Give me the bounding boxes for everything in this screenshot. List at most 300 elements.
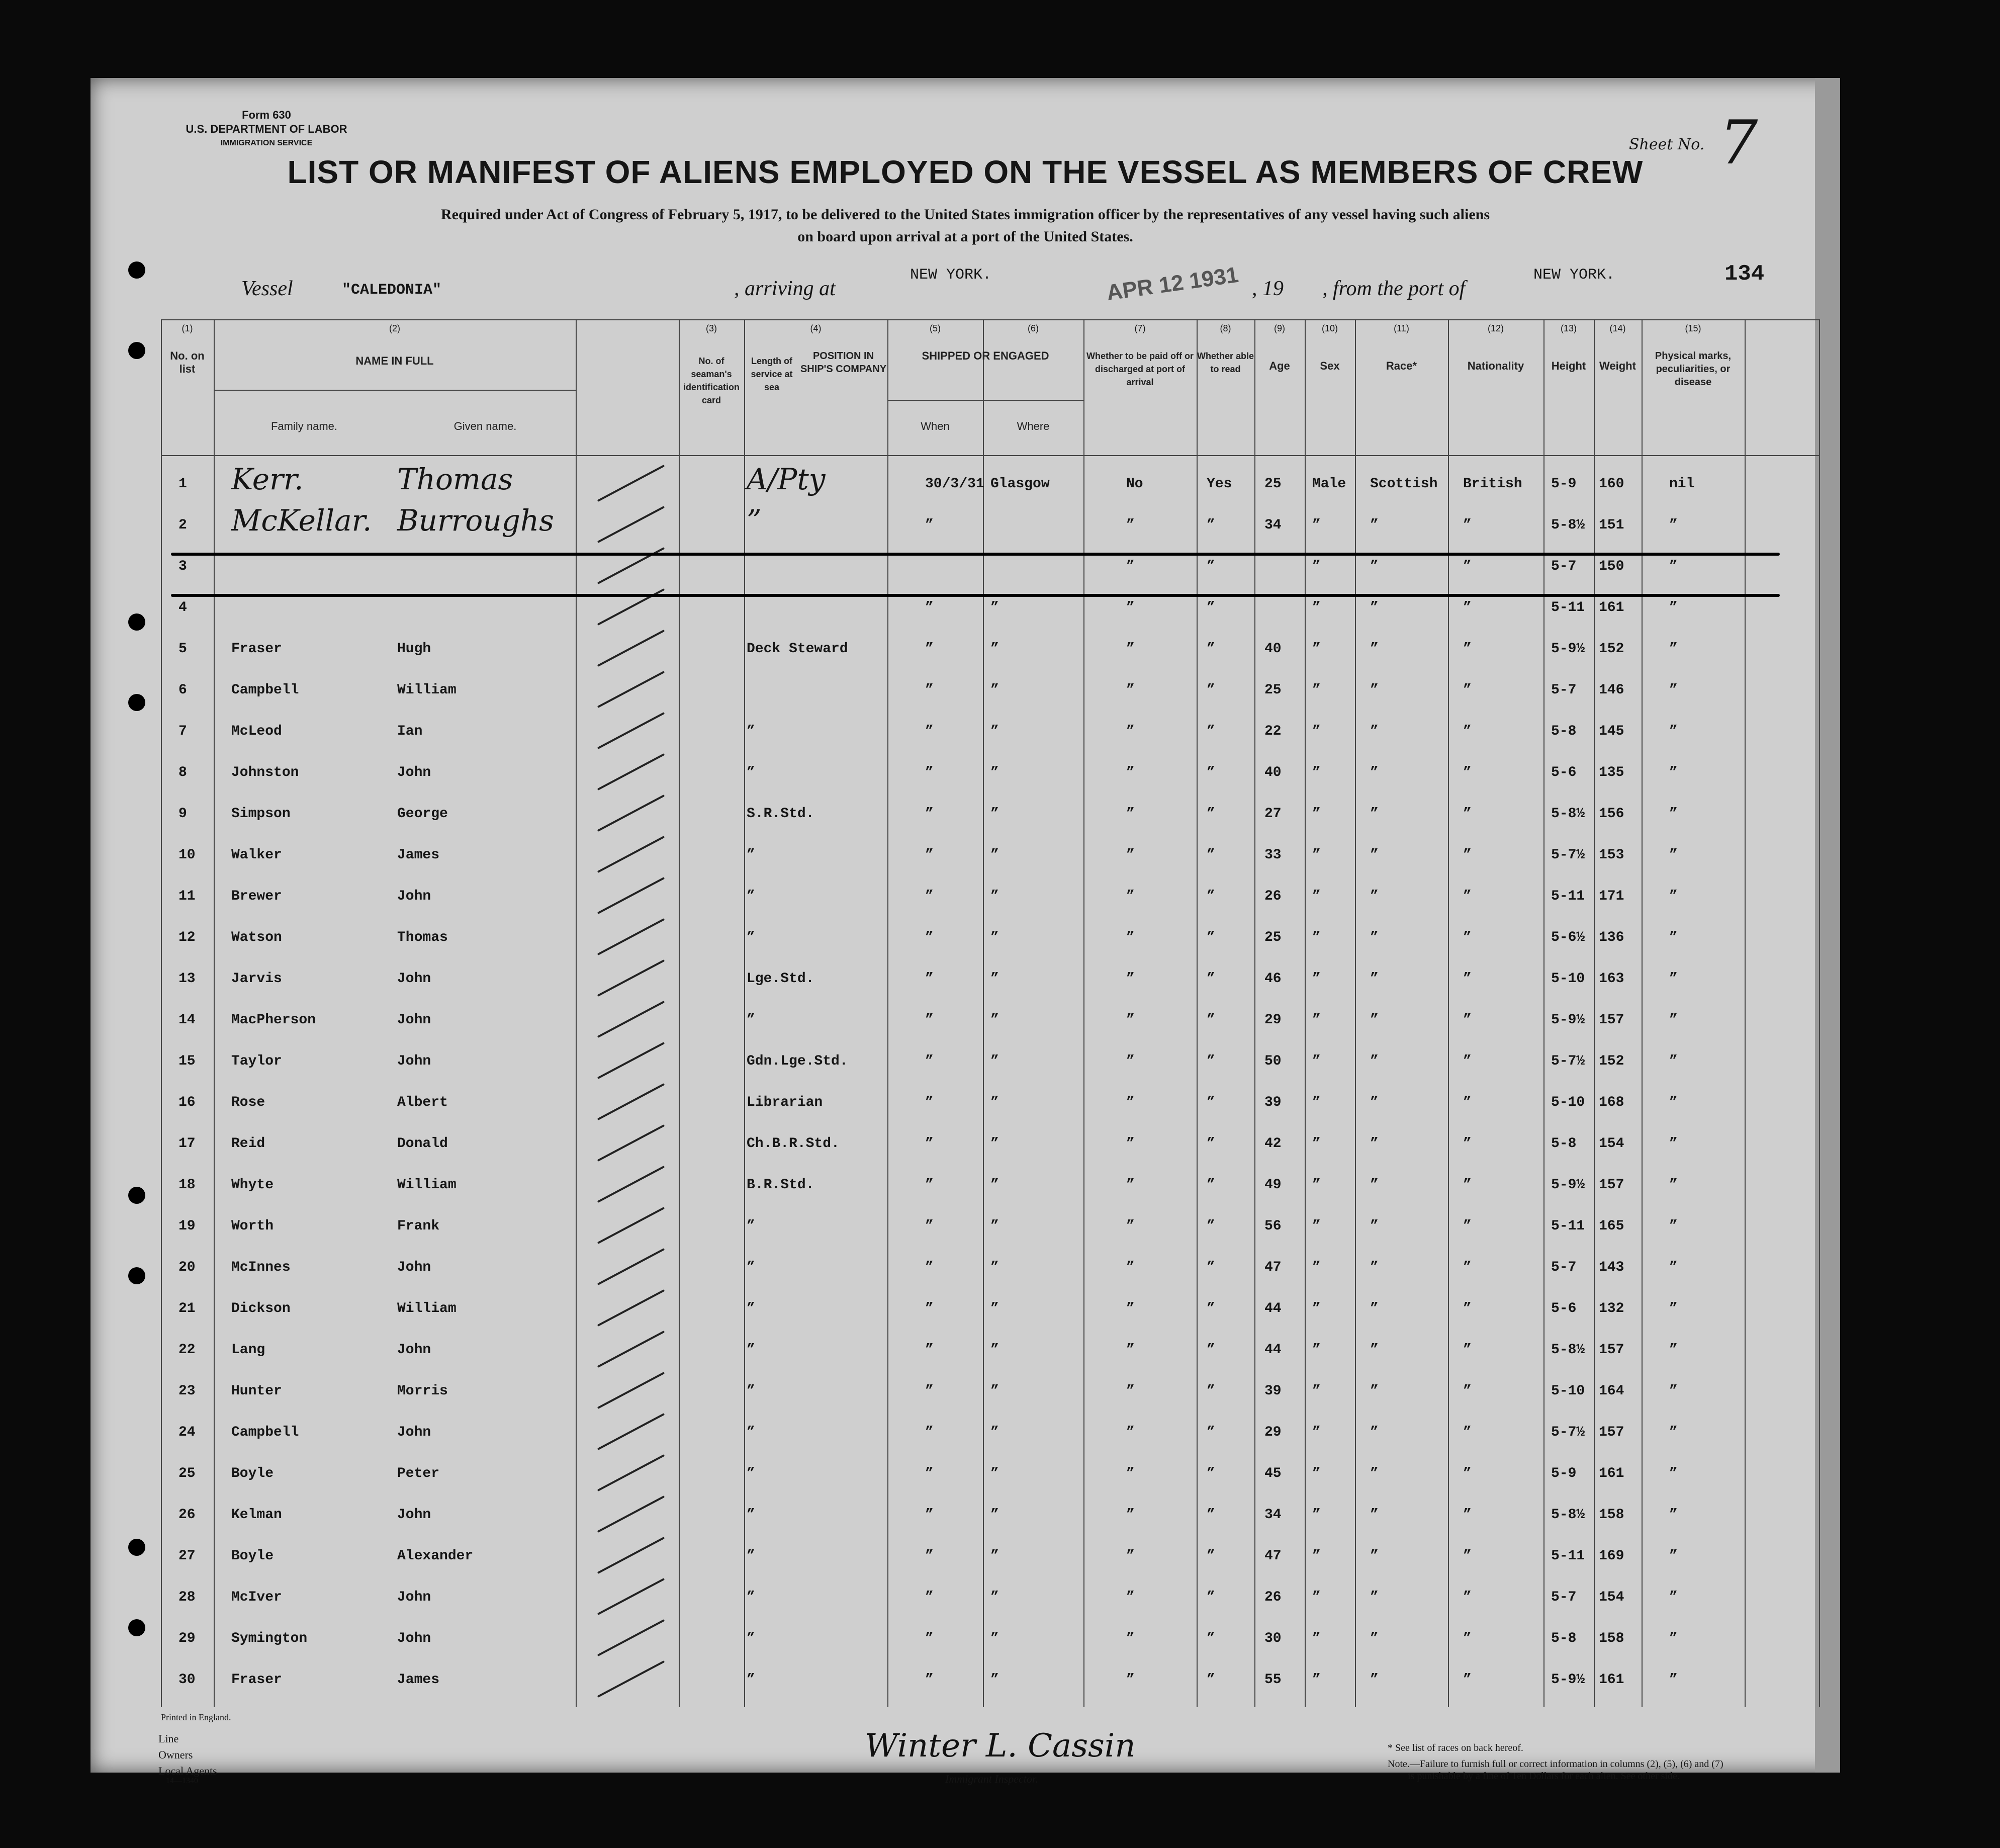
table-row — [161, 1578, 1820, 1616]
nationality: ” — [1463, 682, 1472, 698]
family-name: Johnston — [231, 765, 299, 780]
given-name: John — [397, 1260, 431, 1275]
row-number: 4 — [178, 600, 187, 615]
family-name: Campbell — [231, 682, 299, 698]
family-name: Dickson — [231, 1301, 291, 1316]
row-number: 14 — [178, 1012, 196, 1028]
card-check-mark — [597, 959, 665, 997]
nationality: British — [1463, 476, 1522, 492]
shipped-when: ” — [925, 1218, 934, 1234]
row-number: 16 — [178, 1095, 196, 1110]
position: ” — [747, 1012, 755, 1028]
race: ” — [1370, 847, 1379, 863]
shipped-where: ” — [990, 1425, 999, 1440]
col-num-14: (14) — [1609, 323, 1626, 333]
paid-off: ” — [1126, 1260, 1135, 1275]
shipped-where: ” — [990, 600, 999, 615]
row-number: 22 — [178, 1342, 196, 1358]
sex: ” — [1312, 971, 1321, 987]
physical-marks: ” — [1669, 1507, 1678, 1523]
weight: 154 — [1599, 1136, 1624, 1152]
position: Gdn.Lge.Std. — [747, 1053, 848, 1069]
shipped-where: ” — [990, 1177, 999, 1193]
col-num-8: (8) — [1220, 323, 1231, 333]
height: 5-8 — [1551, 724, 1577, 739]
able-to-read: ” — [1207, 930, 1215, 945]
nationality: ” — [1463, 1425, 1472, 1440]
shipped-where: ” — [990, 1012, 999, 1028]
shipped-when: ” — [925, 1425, 934, 1440]
strike-through-line — [171, 553, 1780, 556]
nationality: ” — [1463, 847, 1472, 863]
height: 5-9½ — [1551, 1177, 1585, 1193]
paid-off: ” — [1126, 1012, 1135, 1028]
height: 5-11 — [1551, 1548, 1585, 1564]
card-check-mark — [597, 1619, 665, 1656]
physical-marks: ” — [1669, 1136, 1678, 1152]
weight: 153 — [1599, 847, 1624, 863]
table-row — [161, 1537, 1820, 1574]
shipped-when: ” — [925, 1136, 934, 1152]
col-num-9: (9) — [1274, 323, 1285, 333]
position: ” — [747, 1590, 755, 1605]
race: ” — [1370, 1177, 1379, 1193]
weight: 161 — [1599, 1672, 1624, 1688]
card-check-mark — [597, 1124, 665, 1162]
position: ” — [747, 847, 755, 863]
able-to-read: ” — [1207, 847, 1215, 863]
card-check-mark — [597, 918, 665, 955]
table-row — [161, 589, 1820, 626]
family-name: Campbell — [231, 1425, 299, 1440]
position: ” — [747, 1672, 755, 1688]
binder-hole — [128, 613, 145, 631]
card-check-mark — [597, 1454, 665, 1491]
family-name: Kerr. — [231, 462, 304, 496]
vessel-line — [241, 261, 1800, 312]
height: 5-8½ — [1551, 806, 1585, 822]
height: 5-9 — [1551, 1466, 1577, 1481]
sex: ” — [1312, 1507, 1321, 1523]
family-name: Boyle — [231, 1466, 274, 1481]
able-to-read: ” — [1207, 1012, 1215, 1028]
family-name: Kelman — [231, 1507, 282, 1523]
table-row — [161, 754, 1820, 791]
physical-marks: ” — [1669, 971, 1678, 987]
table-row — [161, 1455, 1820, 1492]
position: ” — [747, 1631, 755, 1646]
position: ” — [747, 1548, 755, 1564]
age: 44 — [1264, 1301, 1282, 1316]
race: ” — [1370, 1342, 1379, 1358]
age: 34 — [1264, 1507, 1282, 1523]
age: 55 — [1264, 1672, 1282, 1688]
age: 47 — [1264, 1260, 1282, 1275]
able-to-read: ” — [1207, 971, 1215, 987]
binder-hole — [128, 694, 145, 711]
able-to-read: ” — [1207, 1177, 1215, 1193]
table-row — [161, 1125, 1820, 1162]
family-name: Symington — [231, 1631, 308, 1646]
given-name: William — [397, 682, 457, 698]
age: 56 — [1264, 1218, 1282, 1234]
binder-hole — [128, 1187, 145, 1204]
paid-off: ” — [1126, 971, 1135, 987]
page-title: LIST OR MANIFEST OF ALIENS EMPLOYED ON THE VESSEL AS MEMBERS OF CREW — [287, 154, 1644, 190]
shipped-when: ” — [925, 517, 934, 533]
shipped-where: ” — [990, 806, 999, 822]
card-check-mark — [597, 1001, 665, 1038]
height: 5-9½ — [1551, 641, 1585, 657]
position: ” — [747, 1260, 755, 1275]
row-number: 13 — [178, 971, 196, 987]
position: ” — [747, 765, 755, 780]
table-row — [161, 1414, 1820, 1451]
nationality: ” — [1463, 930, 1472, 945]
nationality: ” — [1463, 1672, 1472, 1688]
paid-off: ” — [1126, 1095, 1135, 1110]
col-header-card: No. of seaman's identification card — [683, 356, 740, 405]
shipped-where: ” — [990, 682, 999, 698]
height: 5-7 — [1551, 1260, 1577, 1275]
race: ” — [1370, 1548, 1379, 1564]
binder-hole — [128, 1539, 145, 1556]
weight: 169 — [1599, 1548, 1624, 1564]
position: ” — [747, 1218, 755, 1234]
height: 5-6 — [1551, 1301, 1577, 1316]
physical-marks: ” — [1669, 1383, 1678, 1399]
position: A/Pty — [747, 462, 826, 496]
shipped-where: ” — [990, 1095, 999, 1110]
age: 29 — [1264, 1012, 1282, 1028]
row-number: 21 — [178, 1301, 196, 1316]
physical-marks: ” — [1669, 1218, 1678, 1234]
family-name: Whyte — [231, 1177, 274, 1193]
paid-off: No — [1126, 476, 1143, 492]
height: 5-7½ — [1551, 1053, 1585, 1069]
able-to-read: ” — [1207, 1053, 1215, 1069]
department-name: U.S. DEPARTMENT OF LABOR — [186, 123, 347, 135]
given-name: Thomas — [397, 462, 513, 496]
shipped-when: ” — [925, 971, 934, 987]
col-header-when: When — [921, 420, 950, 432]
weight: 150 — [1599, 559, 1624, 574]
able-to-read: ” — [1207, 1342, 1215, 1358]
paid-off: ” — [1126, 1672, 1135, 1688]
race: ” — [1370, 806, 1379, 822]
given-name: John — [397, 1342, 431, 1358]
sex: ” — [1312, 517, 1321, 533]
physical-marks: ” — [1669, 1260, 1678, 1275]
col-header-family: Family name. — [270, 420, 338, 432]
weight: 163 — [1599, 971, 1624, 987]
height: 5-9½ — [1551, 1672, 1585, 1688]
given-name: William — [397, 1301, 457, 1316]
shipped-when: ” — [925, 724, 934, 739]
height: 5-8½ — [1551, 1507, 1585, 1523]
race-note: * See list of races on back hereof. — [1388, 1742, 1523, 1753]
shipped-where: ” — [990, 765, 999, 780]
table-row — [161, 960, 1820, 997]
given-name: John — [397, 1425, 431, 1440]
arriving-port: NEW YORK. — [910, 267, 992, 284]
shipped-where: ” — [990, 1260, 999, 1275]
position: Librarian — [747, 1095, 823, 1110]
card-check-mark — [597, 465, 665, 502]
race: ” — [1370, 889, 1379, 904]
subtitle-line-2: on board upon arrival at a port of the United States. — [797, 228, 1133, 245]
weight: 165 — [1599, 1218, 1624, 1234]
service-name: IMMIGRATION SERVICE — [220, 139, 313, 147]
shipped-when: ” — [925, 1672, 934, 1688]
col-num-13: (13) — [1560, 323, 1577, 333]
able-to-read: ” — [1207, 1590, 1215, 1605]
able-to-read: ” — [1207, 1507, 1215, 1523]
row-number: 30 — [178, 1672, 196, 1688]
race: ” — [1370, 1425, 1379, 1440]
height: 5-8½ — [1551, 517, 1585, 533]
row-number: 2 — [178, 517, 187, 533]
sex: ” — [1312, 559, 1321, 574]
shipped-where: ” — [990, 930, 999, 945]
nationality: ” — [1463, 1012, 1472, 1028]
age: 29 — [1264, 1425, 1282, 1440]
shipped-where: ” — [990, 971, 999, 987]
row-number: 3 — [178, 559, 187, 574]
sex: ” — [1312, 1466, 1321, 1481]
family-name: Boyle — [231, 1548, 274, 1564]
row-number: 10 — [178, 847, 196, 863]
position: Lge.Std. — [747, 971, 814, 987]
paid-off: ” — [1126, 600, 1135, 615]
table-row — [161, 1249, 1820, 1286]
col-header-height: Height — [1551, 360, 1586, 372]
race: ” — [1370, 600, 1379, 615]
race: ” — [1370, 1136, 1379, 1152]
col-num-7: (7) — [1134, 323, 1146, 333]
physical-marks: ” — [1669, 1590, 1678, 1605]
family-name: McIver — [231, 1590, 282, 1605]
sex: ” — [1312, 641, 1321, 657]
penalty-note-1: Note.—Failure to furnish full or correct information in columns (2), (5), (6) and (7) — [1388, 1758, 1723, 1770]
shipped-where: ” — [990, 1218, 999, 1234]
col-num-15: (15) — [1685, 323, 1701, 333]
shipped-when: ” — [925, 1012, 934, 1028]
sheet-number-label: Sheet No. — [1629, 136, 1705, 153]
given-name: Thomas — [397, 930, 448, 945]
nationality: ” — [1463, 765, 1472, 780]
physical-marks: ” — [1669, 1053, 1678, 1069]
nationality: ” — [1463, 1631, 1472, 1646]
weight: 157 — [1599, 1012, 1624, 1028]
paid-off: ” — [1126, 1053, 1135, 1069]
sex: ” — [1312, 1260, 1321, 1275]
sex: ” — [1312, 1301, 1321, 1316]
physical-marks: ” — [1669, 559, 1678, 574]
physical-marks: ” — [1669, 1012, 1678, 1028]
table-row — [161, 1331, 1820, 1368]
col-header-weight: Weight — [1599, 360, 1636, 372]
arrival-date-stamp: APR 12 1931 — [1105, 262, 1240, 306]
given-name: Alexander — [397, 1548, 474, 1564]
physical-marks: ” — [1669, 1425, 1678, 1440]
shipped-when: ” — [925, 1631, 934, 1646]
sex: ” — [1312, 930, 1321, 945]
table-row — [161, 548, 1820, 585]
shipped-when: ” — [925, 1342, 934, 1358]
height: 5-11 — [1551, 600, 1585, 615]
paid-off: ” — [1126, 889, 1135, 904]
age: 22 — [1264, 724, 1282, 739]
paid-off: ” — [1126, 1342, 1135, 1358]
row-number: 19 — [178, 1218, 196, 1234]
paid-off: ” — [1126, 806, 1135, 822]
strike-through-line — [171, 594, 1780, 597]
sex: ” — [1312, 1590, 1321, 1605]
weight: 146 — [1599, 682, 1624, 698]
age: 45 — [1264, 1466, 1282, 1481]
physical-marks: ” — [1669, 847, 1678, 863]
shipped-where: ” — [990, 641, 999, 657]
sex: ” — [1312, 765, 1321, 780]
weight: 157 — [1599, 1177, 1624, 1193]
height: 5-10 — [1551, 971, 1585, 987]
family-name: Walker — [231, 847, 282, 863]
paid-off: ” — [1126, 559, 1135, 574]
position: S.R.Std. — [747, 806, 814, 822]
sex: ” — [1312, 1342, 1321, 1358]
height: 5-10 — [1551, 1383, 1585, 1399]
sex: ” — [1312, 806, 1321, 822]
inspector-signature: Winter L. Cassin — [865, 1727, 1136, 1765]
card-check-mark — [597, 795, 665, 832]
col-header-sex: Sex — [1320, 360, 1340, 372]
position: ” — [747, 930, 755, 945]
paid-off: ” — [1126, 1177, 1135, 1193]
col-num-3: (3) — [706, 323, 717, 333]
card-check-mark — [597, 1495, 665, 1533]
shipped-when: ” — [925, 1301, 934, 1316]
col-header-nationality: Nationality — [1467, 360, 1524, 372]
row-number: 26 — [178, 1507, 196, 1523]
position: ” — [747, 724, 755, 739]
able-to-read: ” — [1207, 806, 1215, 822]
col-header-paid-off: Whether to be paid off or discharged at port of arrival — [1086, 351, 1194, 387]
race: Scottish — [1370, 476, 1438, 492]
shipped-when: ” — [925, 600, 934, 615]
table-row — [161, 1166, 1820, 1203]
shipped-where: ” — [990, 1136, 999, 1152]
shipped-when: ” — [925, 1383, 934, 1399]
shipped-when: ” — [925, 682, 934, 698]
family-name: McLeod — [231, 724, 282, 739]
paid-off: ” — [1126, 1590, 1135, 1605]
paid-off: ” — [1126, 1507, 1135, 1523]
age: 39 — [1264, 1383, 1282, 1399]
physical-marks: ” — [1669, 1548, 1678, 1564]
physical-marks: ” — [1669, 1631, 1678, 1646]
physical-marks: nil — [1669, 476, 1695, 492]
nationality: ” — [1463, 641, 1472, 657]
race: ” — [1370, 1672, 1379, 1688]
paid-off: ” — [1126, 765, 1135, 780]
table-row — [161, 713, 1820, 750]
given-name: John — [397, 1507, 431, 1523]
col-header-position: POSITION IN SHIP'S COMPANY — [800, 350, 887, 375]
crew-table — [161, 319, 1820, 1707]
physical-marks: ” — [1669, 930, 1678, 945]
height: 5-6½ — [1551, 930, 1585, 945]
shipped-where: ” — [990, 1672, 999, 1688]
card-check-mark — [597, 877, 665, 914]
table-row — [161, 1496, 1820, 1533]
row-number: 11 — [178, 889, 196, 904]
weight: 135 — [1599, 765, 1624, 780]
form-header — [166, 108, 367, 150]
col-header-where: Where — [1017, 420, 1050, 432]
table-row — [161, 671, 1820, 709]
local-agents-label: Local Agents — [158, 1765, 217, 1777]
shipped-where: ” — [990, 1548, 999, 1564]
weight: 158 — [1599, 1507, 1624, 1523]
given-name: John — [397, 765, 431, 780]
position: ” — [747, 1301, 755, 1316]
age: 30 — [1264, 1631, 1282, 1646]
nationality: ” — [1463, 806, 1472, 822]
able-to-read: ” — [1207, 559, 1215, 574]
weight: 161 — [1599, 600, 1624, 615]
weight: 151 — [1599, 517, 1624, 533]
age: 33 — [1264, 847, 1282, 863]
family-name: Watson — [231, 930, 282, 945]
paid-off: ” — [1126, 517, 1135, 533]
able-to-read: ” — [1207, 517, 1215, 533]
weight: 136 — [1599, 930, 1624, 945]
able-to-read: ” — [1207, 1260, 1215, 1275]
shipped-where: ” — [990, 1383, 999, 1399]
card-check-mark — [597, 630, 665, 667]
able-to-read: ” — [1207, 600, 1215, 615]
race: ” — [1370, 1383, 1379, 1399]
shipped-when: ” — [925, 1260, 934, 1275]
nationality: ” — [1463, 1177, 1472, 1193]
given-name: James — [397, 847, 440, 863]
sex: ” — [1312, 1095, 1321, 1110]
height: 5-11 — [1551, 1218, 1585, 1234]
table-row — [161, 795, 1820, 832]
paid-off: ” — [1126, 1548, 1135, 1564]
age: 25 — [1264, 682, 1282, 698]
paid-off: ” — [1126, 1631, 1135, 1646]
age: 49 — [1264, 1177, 1282, 1193]
race: ” — [1370, 724, 1379, 739]
position: ” — [747, 1383, 755, 1399]
race: ” — [1370, 1466, 1379, 1481]
race: ” — [1370, 641, 1379, 657]
table-row — [161, 1290, 1820, 1327]
physical-marks: ” — [1669, 889, 1678, 904]
nationality: ” — [1463, 1466, 1472, 1481]
shipped-when: ” — [925, 1053, 934, 1069]
paid-off: ” — [1126, 1301, 1135, 1316]
height: 5-7½ — [1551, 1425, 1585, 1440]
height: 5-8 — [1551, 1136, 1577, 1152]
able-to-read: ” — [1207, 1301, 1215, 1316]
binder-hole — [128, 342, 145, 359]
col-num-10: (10) — [1321, 323, 1338, 333]
position: ” — [747, 1466, 755, 1481]
nationality: ” — [1463, 600, 1472, 615]
